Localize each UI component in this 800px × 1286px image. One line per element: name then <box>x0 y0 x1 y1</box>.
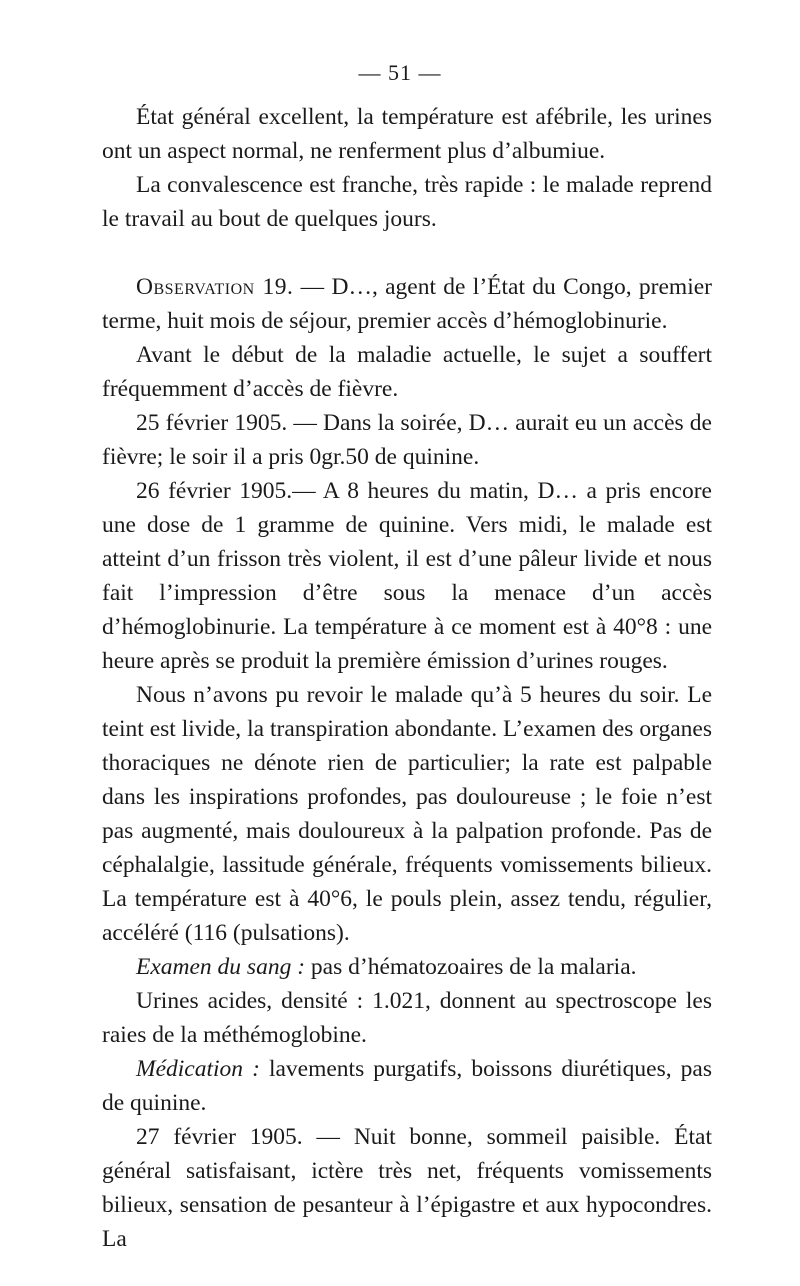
paragraph-text: La convalescence est franche, très rapide : le malade reprend le travail au bout de quelques jours. <box>102 172 712 232</box>
paragraph-text: Avant le début de la maladie actuelle, le sujet a souffert fréquemment d’accès de fièvre. <box>102 342 712 402</box>
paragraph <box>102 678 712 950</box>
paragraph-text: — D…, agent de l’État du Congo, premier terme, huit mois de séjour, premier accès d’hémoglobinurie. <box>102 274 712 334</box>
paragraph <box>102 984 712 1052</box>
paragraph <box>102 338 712 406</box>
paragraph <box>102 406 712 474</box>
paragraph-text: 26 février 1905.— A 8 heures du matin, D… a pris encore une dose de 1 gramme de quinine. Vers midi, le malade est atteint d’un frisson très violent, il est d’une pâleur livide et nous fait l’impression d’être sous la menace d’un accès d’hémoglobinurie. La température à ce moment est à 40°8 : une heure après se produit la première émission d’urines rouges. <box>102 478 712 674</box>
paragraph <box>102 1052 712 1120</box>
paragraph-text: 25 février 1905. — Dans la soirée, D… aurait eu un accès de fièvre; le soir il a pris 0gr.50 de quinine. <box>102 410 712 470</box>
paragraph <box>102 100 712 168</box>
paragraph-text: Urines acides, densité : 1.021, donnent au spectroscope les raies de la méthémoglobine. <box>102 988 712 1048</box>
page-number: — 51 — <box>358 60 442 85</box>
paragraph-text: pas d’hématozoaires de la malaria. <box>305 954 637 980</box>
paragraph <box>102 474 712 678</box>
section-label: Médication : <box>136 1056 260 1082</box>
paragraph <box>102 168 712 236</box>
paragraph <box>102 950 712 984</box>
body-text <box>102 100 712 1256</box>
paragraph-text: Nous n’avons pu revoir le malade qu’à 5 heures du soir. Le teint est livide, la transpiration abondante. L’examen des organes thoraciques ne dénote rien de particulier; la rate est palpable dans les inspirations profondes, pas douloureuse ; le foie n’est pas augmenté, mais douloureux à la palpation profonde. Pas de céphalalgie, lassitude générale, fréquents vomissements bilieux. La température est à 40°6, le pouls plein, assez tendu, régulier, accéléré (116 (pulsations). <box>102 682 712 946</box>
paragraph <box>102 1120 712 1256</box>
paragraph-text: État général excellent, la température est afébrile, les urines ont un aspect normal, ne renferment plus d’albumiue. <box>102 104 712 164</box>
section-label: Examen du sang : <box>136 954 306 980</box>
observation-label: Observation 19. <box>136 274 294 300</box>
observation-heading-paragraph <box>102 270 712 338</box>
paragraph-text: 27 février 1905. — Nuit bonne, sommeil paisible. État général satisfaisant, ictère très net, fréquents vomissements bilieux, sensation de pesanteur à l’épigastre et aux hypocondres. La <box>102 1124 712 1252</box>
paragraph-text: lavements purgatifs, boissons diurétiques, pas de quinine. <box>102 1056 712 1116</box>
